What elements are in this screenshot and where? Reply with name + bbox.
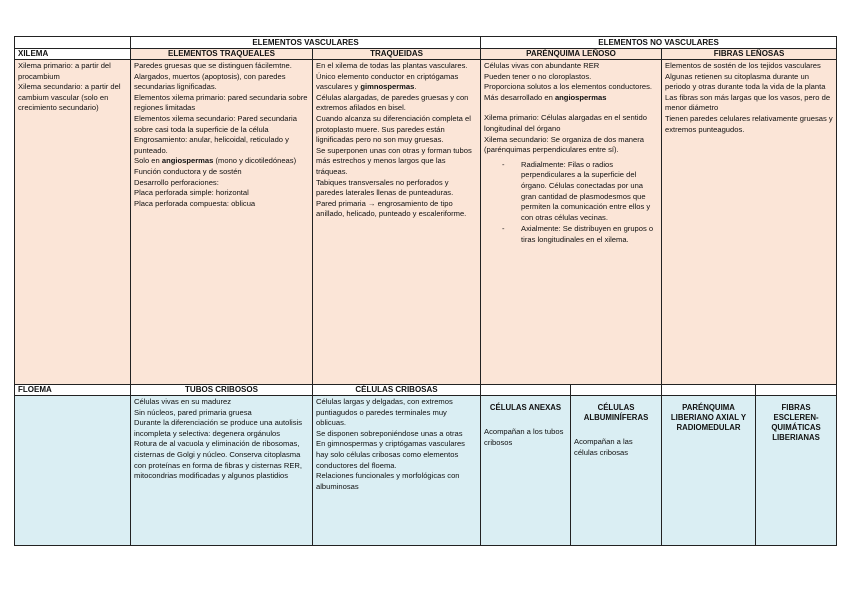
text-line: Función conductora y de sostén <box>134 166 242 176</box>
corner-cell <box>15 37 131 49</box>
floema-empty-4 <box>756 385 837 396</box>
text-line: Algunas retienen su citoplasma durante un periodo y otras durante toda la vida de la planta <box>665 71 826 92</box>
text-line: Cuando alcanza su diferenciación completa el protoplasto muere. Sus paredes están lignificadas pero no son muy gruesas. <box>316 113 471 145</box>
text-line: Solo en angiospermas (mono y dicotiledóneas) <box>134 156 297 166</box>
text-line: Células vivas con abundante RER <box>484 61 600 70</box>
parenquima-text <box>481 60 662 385</box>
xilema-desc <box>15 60 131 385</box>
text-line: Placa perforada compuesta: oblicua <box>134 198 256 208</box>
text-line: En el xilema de todas las plantas vasculares. <box>316 61 468 70</box>
header-no-vasculares: ELEMENTOS NO VASCULARES <box>481 37 837 49</box>
anexas-title: CÉLULAS ANEXAS <box>489 403 562 412</box>
traqueales-text <box>131 60 313 385</box>
text-line: Más desarrollado en angiospermas <box>484 92 607 102</box>
text-line: Pared primaria → engrosamiento de tipo anillado, helicado, punteado y escaleriforme. <box>316 198 467 219</box>
text-line: Xilema secundario: a partir del cambium vascular (solo en crecimiento secundario) <box>18 82 121 113</box>
traqueidas-text <box>313 60 481 385</box>
anexas-text: Acompañan a los tubos cribosos <box>484 427 564 447</box>
text-line: Tienen paredes celulares relativamente gruesas y extremos punteagudos. <box>665 113 833 134</box>
parenquima-liberiano-title: PARÉNQUIMA LIBERIANO AXIAL Y RADIOMEDULAR <box>670 403 747 432</box>
floema-empty-1 <box>481 385 571 396</box>
text-line: Proporciona solutos a los elementos conductores. <box>484 82 653 92</box>
col-celulas: CÉLULAS CRIBOSAS <box>313 385 481 396</box>
col-parenquima: PARÉNQUIMA LEÑOSO <box>481 49 662 60</box>
text-line: Células vivas en su madurez <box>134 397 232 406</box>
text-line: Xilema secundario: Se organiza de dos manera (parénquimas perpendiculares entre sí). <box>484 134 644 155</box>
text-line: Se disponen sobreponiéndose unas a otras <box>316 428 463 438</box>
text-line: Elementos xilema primario: pared secundaria sobre regiones limitadas <box>134 92 308 113</box>
header-vasculares: ELEMENTOS VASCULARES <box>131 37 481 49</box>
celulas-text <box>313 396 481 546</box>
text-line: Elementos xilema secundario: Pared secundaria sobre casi toda la superficie de la célula <box>134 113 297 134</box>
floema-label: FLOEMA <box>15 385 131 396</box>
text-line: Desarrollo perforaciones: <box>134 177 219 187</box>
text-line: En gimnospermas y criptógamas vasculares hay solo células cribosas como elementos conductores del floema. <box>316 439 465 470</box>
col-tubos: TUBOS CRIBOSOS <box>131 385 313 396</box>
text-line: Durante la diferenciación se produce una autolisis incompleta y selectiva: degenera orgánulos <box>134 418 303 438</box>
text-line: Rotura de al vacuola y eliminación de ribosomas, cisternas de Golgi y núcleo. Conserva citoplasma con proteínas en forma de fibras y cisternas RER, mitocondrias modificadas y algunos plastidios <box>134 439 302 481</box>
tubos-text <box>131 396 313 546</box>
text-line: Paredes gruesas que se distinguen fácilemtne. <box>134 61 292 70</box>
text-line: Células alargadas, de paredes gruesas y con extremos afilados en bisel. <box>316 92 469 113</box>
col-traqueales: ELEMENTOS TRAQUEALES <box>131 49 313 60</box>
text-line: Alargados, muertos (apoptosis), con paredes secundarias lignificadas. <box>134 71 286 92</box>
text-line: Relaciones funcionales y morfológicas con albuminosas <box>316 471 460 491</box>
text-line: Sin núcleos, pared primaria gruesa <box>134 407 252 417</box>
col-fibras: FIBRAS LEÑOSAS <box>662 49 837 60</box>
text-line: Único elemento conductor en criptógamas vasculares y gimnospermas. <box>316 71 459 92</box>
floema-empty-2 <box>571 385 662 396</box>
albuminiferas-cell <box>571 396 662 546</box>
text-line <box>484 103 658 113</box>
albuminiferas-title: CÉLULAS ALBUMINÍFERAS <box>583 403 649 422</box>
text-line: Placa perforada simple: horizontal <box>134 188 249 198</box>
list-item: - Radialmente: Filas o radios perpendiculares a la superficie del órgano. Células conectadas por una gran cantidad de plasmodesmos que permiten la comunicación entre ellos y con otras células vecinas. <box>484 160 658 224</box>
col-traqueidas: TRAQUEIDAS <box>313 49 481 60</box>
text-line: Se superponen unas con otras y forman tubos más estrechos y menos largos que las tráqueas. <box>316 145 472 176</box>
text-line: Tabiques transversales no perforados y paredes laterales llenas de punteaduras. <box>316 177 454 198</box>
floema-desc <box>15 396 131 546</box>
fibras-text <box>662 60 837 385</box>
parenquima-list <box>484 160 658 246</box>
text-line: Células largas y delgadas, con extremos puntiagudos o paredes terminales muy oblicuas. <box>316 397 453 428</box>
text-line: Pueden tener o no cloroplastos. <box>484 71 592 81</box>
parenquima-liberiano-cell <box>662 396 756 546</box>
parenquima-paragraphs <box>484 61 658 156</box>
text-line: Xilema primario: Células alargadas en el sentido longitudinal del órgano <box>484 113 647 133</box>
tissue-table <box>14 36 837 546</box>
albuminiferas-text: Acompañan a las células cribosas <box>574 437 633 457</box>
xilema-label: XILEMA <box>15 49 131 60</box>
floema-empty-3 <box>662 385 756 396</box>
anexas-cell <box>481 396 571 546</box>
text-line: Elementos de sostén de los tejidos vasculares <box>665 61 821 70</box>
list-item: - Axialmente: Se distribuyen en grupos o tiras longitudinales en el xilema. <box>484 224 658 245</box>
text-line: Las fibras son más largas que los vasos, pero de menor diámetro <box>665 92 831 113</box>
text-line: Engrosamiento: anular, helicoidal, reticulado y punteado. <box>134 135 289 155</box>
text-line: Xilema primario: a partir del procambium <box>18 61 111 81</box>
fibras-liberianas-cell <box>756 396 837 546</box>
fibras-liberianas-title: FIBRAS ESCLEREN-QUIMÁTICAS LIBERIANAS <box>771 403 821 442</box>
